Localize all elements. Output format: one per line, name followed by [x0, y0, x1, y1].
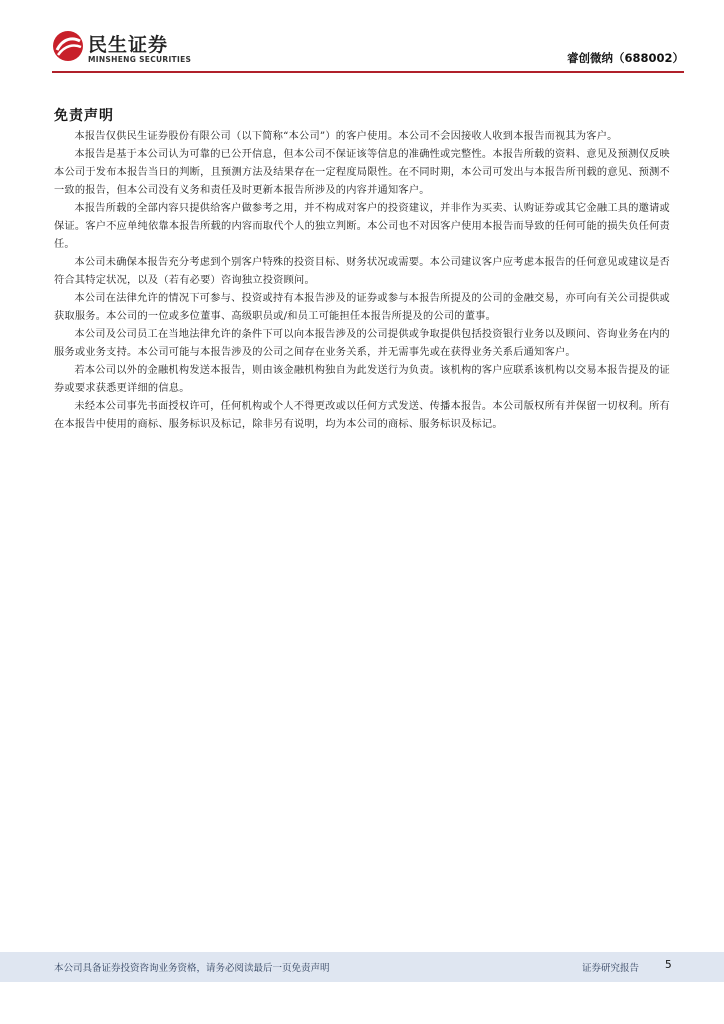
disclaimer-paragraph: 若本公司以外的金融机构发送本报告，则由该金融机构独自为此发送行为负责。该机构的客户应联系该机构以交易本报告提及的证券或要求获悉更详细的信息。 — [54, 365, 670, 394]
disclaimer-paragraph: 本公司在法律允许的情况下可参与、投资或持有本报告涉及的证券或参与本报告所提及的公司的金融交易，亦可向有关公司提供或获取服务。本公司的一位或多位董事、高级职员或/和员工可能担任本报告所提及的公司的董事。 — [54, 293, 670, 322]
page-header — [52, 28, 684, 70]
minsheng-logo-icon — [52, 30, 84, 62]
minsheng-logo — [52, 28, 192, 68]
disclaimer-paragraph: 本公司未确保本报告充分考虑到个别客户特殊的投资目标、财务状况或需要。本公司建议客户应考虑本报告的任何意见或建议是否符合其特定状况，以及（若有必要）咨询独立投资顾问。 — [54, 257, 670, 286]
disclaimer-paragraph: 本报告所载的全部内容只提供给客户做参考之用，并不构成对客户的投资建议，并非作为买卖、认购证券或其它金融工具的邀请或保证。客户不应单纯依靠本报告所载的内容而取代个人的独立判断。本公司也不对因客户使用本报告而导致的任何可能的损失负任何责任。 — [54, 203, 670, 250]
company-ticker: 睿创微纳（688002） — [566, 51, 684, 65]
footer-notice: 本公司具备证券投资咨询业务资格，请务必阅读最后一页免责声明 — [54, 963, 330, 974]
disclaimer-body — [54, 128, 670, 434]
disclaimer-paragraph: 本报告仅供民生证券股份有限公司（以下简称“本公司”）的客户使用。本公司不会因接收人收到本报告而视其为客户。 — [74, 131, 618, 142]
page-number: 5 — [665, 959, 672, 971]
logo-chinese-name: 民生证券 — [88, 34, 169, 56]
disclaimer-paragraph: 本报告是基于本公司认为可靠的已公开信息，但本公司不保证该等信息的准确性或完整性。本报告所载的资料、意见及预测仅反映本公司于发布本报告当日的判断，且预测方法及结果存在一定程度局限性。在不同时期，本公司可发出与本报告所刊载的意见、预测不一致的报告，但本公司没有义务和责任及时更新本报告所涉及的内容并通知客户。 — [54, 149, 670, 196]
header-divider — [52, 71, 684, 73]
logo-english-name: MINSHENG SECURITIES — [88, 55, 192, 64]
footer-report-type: 证券研究报告 — [582, 963, 640, 974]
disclaimer-paragraph: 本公司及公司员工在当地法律允许的条件下可以向本报告涉及的公司提供或争取提供包括投资银行业务以及顾问、咨询业务在内的服务或业务支持。本公司可能与本报告涉及的公司之间存在业务关系，并无需事先或在获得业务关系后通知客户。 — [54, 329, 670, 358]
section-title: 免责声明 — [54, 108, 114, 124]
disclaimer-paragraph: 未经本公司事先书面授权许可，任何机构或个人不得更改或以任何方式发送、传播本报告。本公司版权所有并保留一切权利。所有在本报告中使用的商标、服务标识及标记，除非另有说明，均为本公司的商标、服务标识及标记。 — [54, 401, 670, 430]
